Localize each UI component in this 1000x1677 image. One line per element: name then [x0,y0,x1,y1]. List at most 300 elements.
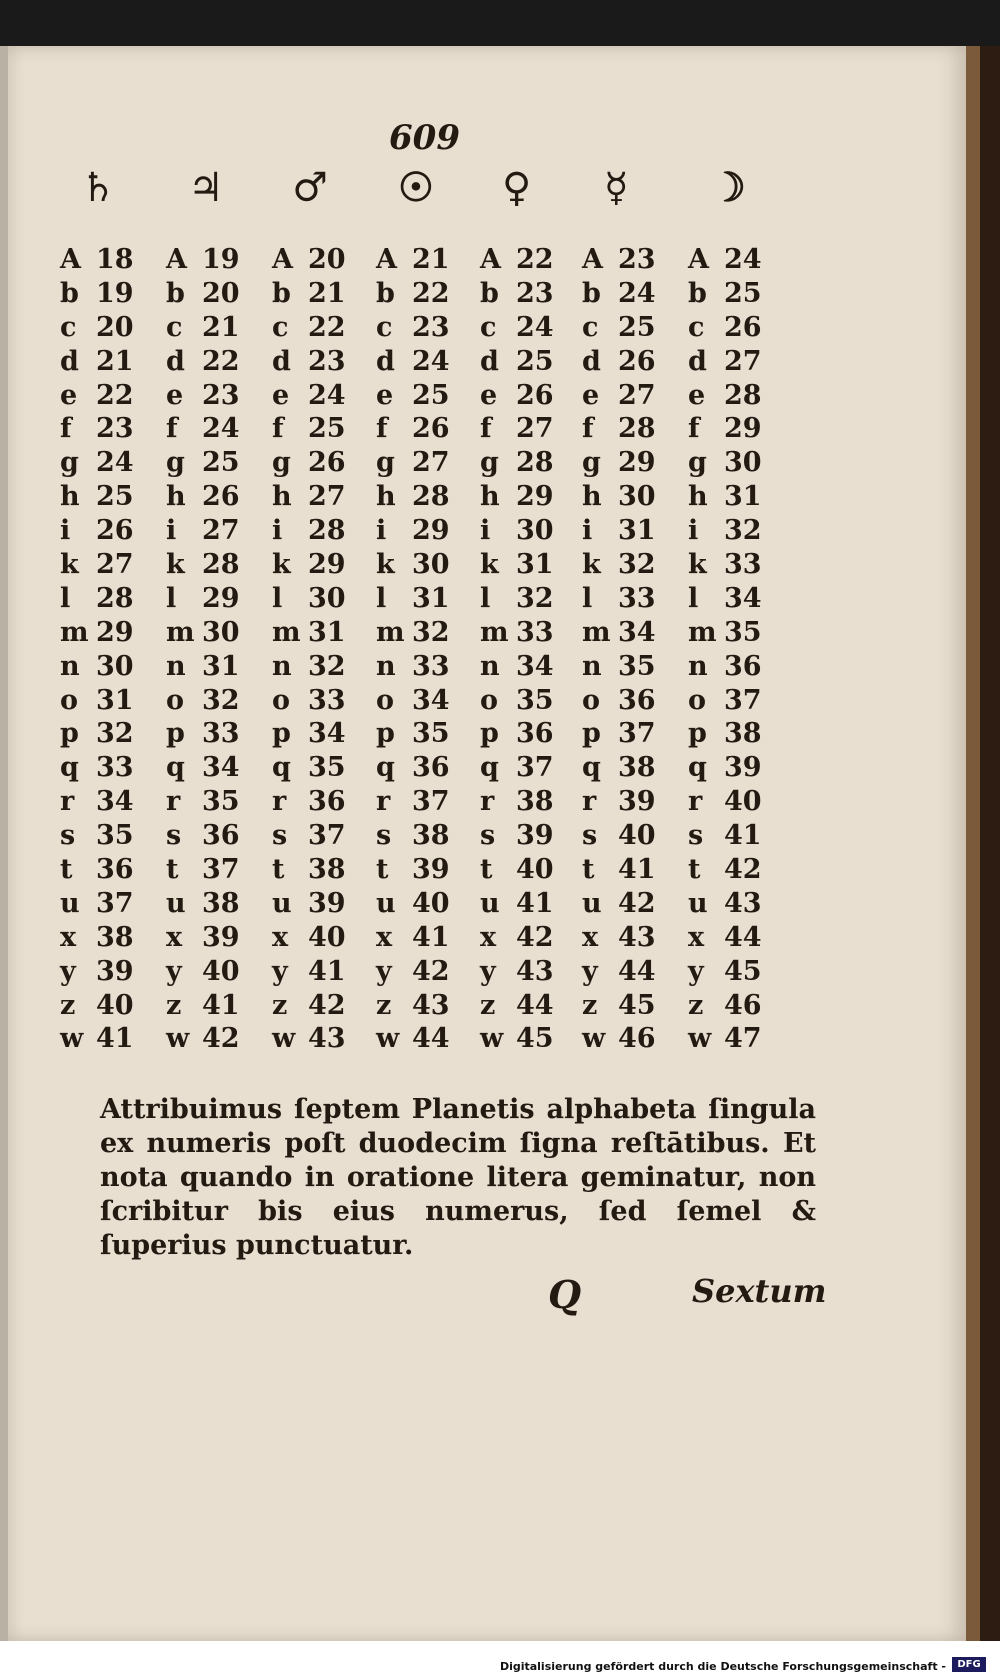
number-value: 44 [618,955,656,987]
number-value: 35 [96,820,134,852]
table-cell [60,887,160,921]
letter-label: m [480,616,509,648]
table-cell [688,785,788,819]
table-cell [60,921,160,955]
table-column [688,243,788,1056]
number-value: 31 [724,481,762,513]
letter-label: c [480,311,497,343]
table-cell [480,446,580,480]
letter-label: f [376,413,388,445]
table-cell [60,819,160,853]
number-value: 37 [202,854,240,886]
table-cell [272,887,372,921]
letter-label: x [376,921,393,953]
number-value: 35 [724,616,762,648]
table-cell [582,751,682,785]
table-cell [166,446,266,480]
number-value: 34 [202,752,240,784]
letter-label: A [582,244,603,275]
table-cell [582,379,682,413]
table-cell [272,345,372,379]
letter-label: w [480,1023,504,1055]
table-cell [272,751,372,785]
letter-label: g [60,447,79,479]
table-cell [166,345,266,379]
number-value: 25 [516,345,554,377]
table-cell [272,989,372,1023]
number-value: 27 [724,345,762,377]
letter-label: k [272,549,291,581]
number-value: 29 [724,413,762,445]
number-value: 28 [724,379,762,411]
number-value: 46 [618,1023,656,1055]
number-value: 45 [618,989,656,1021]
table-cell [582,480,682,514]
mercury-icon: ☿ [604,164,629,211]
table-cell [582,311,682,345]
table-cell [60,446,160,480]
letter-label: z [480,989,496,1021]
letter-label: A [480,244,501,275]
number-value: 26 [202,481,240,513]
number-value: 41 [308,955,346,987]
number-value: 43 [412,989,450,1021]
number-value: 33 [202,718,240,750]
letter-label: s [688,820,704,852]
table-cell [272,785,372,819]
number-value: 35 [618,650,656,682]
table-column [60,243,160,1056]
letter-label: i [376,515,387,547]
number-value: 20 [202,277,240,309]
letter-label: e [688,379,706,411]
scan-top-band [0,0,1000,46]
table-cell [582,650,682,684]
table-cell [60,480,160,514]
table-cell [166,887,266,921]
letter-label: c [376,311,393,343]
table-cell [60,684,160,718]
number-value: 45 [724,955,762,987]
letter-label: s [582,820,598,852]
number-value: 40 [618,820,656,852]
letter-label: m [272,616,301,648]
number-value: 30 [202,616,240,648]
table-cell [688,717,788,751]
letter-label: g [480,447,499,479]
letter-label: q [60,752,79,784]
table-cell [480,243,580,277]
number-value: 38 [202,887,240,919]
letter-label: q [480,752,499,784]
table-cell [480,412,580,446]
letter-label: w [60,1023,84,1055]
number-value: 39 [202,921,240,953]
number-value: 41 [96,1023,134,1055]
table-cell [60,582,160,616]
number-value: 40 [308,921,346,953]
letter-label: o [60,684,79,716]
number-value: 24 [516,311,554,343]
table-cell [376,921,476,955]
number-value: 44 [412,1023,450,1055]
table-cell [480,514,580,548]
letter-label: r [60,786,75,818]
mars-icon: ♂ [292,164,328,211]
table-cell [60,717,160,751]
table-cell [582,785,682,819]
number-value: 39 [412,854,450,886]
table-cell [376,989,476,1023]
table-cell [376,243,476,277]
table-cell [480,921,580,955]
number-value: 24 [202,413,240,445]
letter-label: q [166,752,185,784]
number-value: 24 [412,345,450,377]
table-cell [582,548,682,582]
letter-label: g [272,447,291,479]
table-cell [688,650,788,684]
number-value: 37 [516,752,554,784]
table-cell [480,887,580,921]
table-cell [60,650,160,684]
table-cell [376,379,476,413]
letter-label: p [376,718,395,750]
letter-label: q [582,752,601,784]
number-value: 31 [618,515,656,547]
number-value: 26 [516,379,554,411]
number-value: 30 [308,582,346,614]
letter-label: h [376,481,396,513]
table-cell [272,311,372,345]
number-value: 33 [516,616,554,648]
letter-label: e [272,379,290,411]
catchword-q: Q [548,1272,582,1317]
number-value: 23 [618,244,656,275]
number-value: 29 [202,582,240,614]
letter-label: A [376,244,397,275]
number-value: 22 [96,379,134,411]
number-value: 26 [724,311,762,343]
letter-label: u [582,887,602,919]
letter-label: n [376,650,396,682]
letter-label: t [480,854,493,886]
number-value: 33 [96,752,134,784]
number-value: 47 [724,1023,762,1055]
table-cell [166,955,266,989]
table-cell [582,243,682,277]
table-cell [272,921,372,955]
table-cell [480,277,580,311]
number-value: 30 [724,447,762,479]
table-cell [688,751,788,785]
table-cell [376,311,476,345]
number-value: 40 [516,854,554,886]
table-cell [688,921,788,955]
table-cell [60,955,160,989]
table-cell [376,955,476,989]
table-cell [582,887,682,921]
number-value: 36 [96,854,134,886]
letter-label: x [582,921,599,953]
letter-label: A [688,244,709,275]
letter-label: f [688,413,700,445]
number-value: 38 [724,718,762,750]
table-cell [376,785,476,819]
number-value: 28 [202,549,240,581]
number-value: 32 [618,549,656,581]
letter-label: s [166,820,182,852]
letter-label: n [60,650,80,682]
table-cell [688,345,788,379]
number-value: 35 [516,684,554,716]
letter-label: f [60,413,72,445]
table-cell [480,548,580,582]
number-value: 31 [202,650,240,682]
letter-label: r [272,786,287,818]
letter-label: k [60,549,79,581]
table-cell [376,277,476,311]
number-value: 32 [516,582,554,614]
letter-label: d [60,345,79,377]
table-cell [688,514,788,548]
letter-label: u [166,887,186,919]
letter-label: u [376,887,396,919]
letter-label: z [582,989,598,1021]
letter-label: g [166,447,185,479]
table-column [376,243,476,1056]
table-cell [166,785,266,819]
table-cell [60,345,160,379]
table-cell [582,819,682,853]
letter-label: t [688,854,701,886]
letter-label: w [582,1023,606,1055]
page-left-gutter [0,46,8,1641]
letter-label: h [166,481,186,513]
letter-label: l [60,582,71,614]
number-value: 18 [96,244,134,275]
table-cell [480,989,580,1023]
letter-label: k [688,549,707,581]
letter-label: u [60,887,80,919]
letter-label: b [166,277,185,309]
letter-label: t [376,854,389,886]
number-value: 34 [308,718,346,750]
table-cell [272,277,372,311]
table-cell [166,1022,266,1056]
table-cell [376,650,476,684]
table-cell [166,277,266,311]
table-cell [688,243,788,277]
table-cell [376,684,476,718]
number-value: 40 [724,786,762,818]
letter-label: d [688,345,707,377]
table-cell [582,412,682,446]
table-cell [166,650,266,684]
letter-label: r [480,786,495,818]
number-value: 36 [202,820,240,852]
number-value: 41 [412,921,450,953]
letter-label: i [60,515,71,547]
table-cell [376,582,476,616]
letter-label: c [60,311,77,343]
table-cell [688,887,788,921]
number-value: 29 [96,616,134,648]
letter-label: n [480,650,500,682]
table-cell [688,311,788,345]
number-value: 39 [618,786,656,818]
number-value: 30 [516,515,554,547]
letter-label: h [688,481,708,513]
number-value: 39 [516,820,554,852]
number-value: 23 [202,379,240,411]
table-cell [582,989,682,1023]
letter-label: y [582,955,598,987]
table-cell [376,446,476,480]
number-value: 30 [618,481,656,513]
letter-label: b [480,277,499,309]
letter-label: t [582,854,595,886]
letter-label: z [60,989,76,1021]
letter-label: o [272,684,291,716]
table-cell [376,853,476,887]
dfg-logo: DFG [952,1657,986,1672]
table-cell [480,819,580,853]
number-value: 36 [724,650,762,682]
table-cell [272,717,372,751]
number-value: 38 [618,752,656,784]
letter-label: e [166,379,184,411]
letter-label: q [376,752,395,784]
table-cell [688,379,788,413]
table-cell [480,1022,580,1056]
book-edge-shadow [980,46,1000,1641]
letter-label: z [272,989,288,1021]
letter-label: q [272,752,291,784]
table-cell [166,616,266,650]
table-cell [60,616,160,650]
letter-label: x [166,921,183,953]
table-cell [480,582,580,616]
letter-label: b [688,277,707,309]
table-cell [60,989,160,1023]
letter-label: x [60,921,77,953]
table-cell [166,480,266,514]
table-cell [688,853,788,887]
number-value: 30 [412,549,450,581]
letter-label: s [60,820,76,852]
number-value: 25 [724,277,762,309]
letter-label: o [480,684,499,716]
number-value: 34 [96,786,134,818]
number-value: 27 [412,447,450,479]
letter-label: h [480,481,500,513]
table-cell [272,412,372,446]
number-value: 37 [724,684,762,716]
number-value: 44 [724,921,762,953]
letter-label: l [480,582,491,614]
table-cell [480,853,580,887]
letter-label: o [582,684,601,716]
letter-label: b [60,277,79,309]
table-cell [166,819,266,853]
number-value: 37 [618,718,656,750]
catchword: Sextum [692,1272,827,1310]
table-cell [60,514,160,548]
number-value: 43 [618,921,656,953]
letter-label: p [60,718,79,750]
number-value: 36 [412,752,450,784]
number-value: 35 [202,786,240,818]
letter-label: k [166,549,185,581]
table-cell [480,684,580,718]
number-value: 27 [618,379,656,411]
saturn-icon: ♄ [80,164,116,211]
letter-label: o [166,684,185,716]
table-cell [688,955,788,989]
number-value: 42 [308,989,346,1021]
table-cell [166,379,266,413]
table-cell [376,514,476,548]
number-value: 32 [308,650,346,682]
letter-label: n [166,650,186,682]
number-value: 43 [724,887,762,919]
table-cell [582,514,682,548]
table-column [480,243,580,1056]
letter-label: d [480,345,499,377]
letter-label: c [688,311,705,343]
digitization-credit: Digitalisierung gefördert durch die Deutsche Forschungsgemeinschaft - [499,1660,946,1673]
letter-label: w [376,1023,400,1055]
letter-label: x [272,921,289,953]
number-value: 27 [96,549,134,581]
table-column [272,243,372,1056]
letter-label: t [272,854,285,886]
table-cell [272,819,372,853]
table-cell [688,446,788,480]
number-value: 32 [412,616,450,648]
number-value: 31 [308,616,346,648]
table-cell [376,1022,476,1056]
letter-label: m [166,616,195,648]
sun-icon: ☉ [398,164,434,211]
letter-label: k [376,549,395,581]
number-value: 29 [308,549,346,581]
number-value: 25 [308,413,346,445]
number-value: 42 [618,887,656,919]
table-cell [376,548,476,582]
letter-label: m [376,616,405,648]
letter-label: g [582,447,601,479]
letter-label: s [376,820,392,852]
letter-label: w [272,1023,296,1055]
number-value: 33 [412,650,450,682]
table-cell [60,412,160,446]
number-value: 34 [516,650,554,682]
page-number: 609 [389,118,460,158]
number-value: 28 [516,447,554,479]
table-cell [376,412,476,446]
table-cell [60,379,160,413]
letter-label: m [688,616,717,648]
letter-label: y [376,955,392,987]
letter-label: z [166,989,182,1021]
number-value: 31 [516,549,554,581]
table-cell [688,412,788,446]
table-cell [272,548,372,582]
number-value: 41 [516,887,554,919]
letter-label: p [166,718,185,750]
